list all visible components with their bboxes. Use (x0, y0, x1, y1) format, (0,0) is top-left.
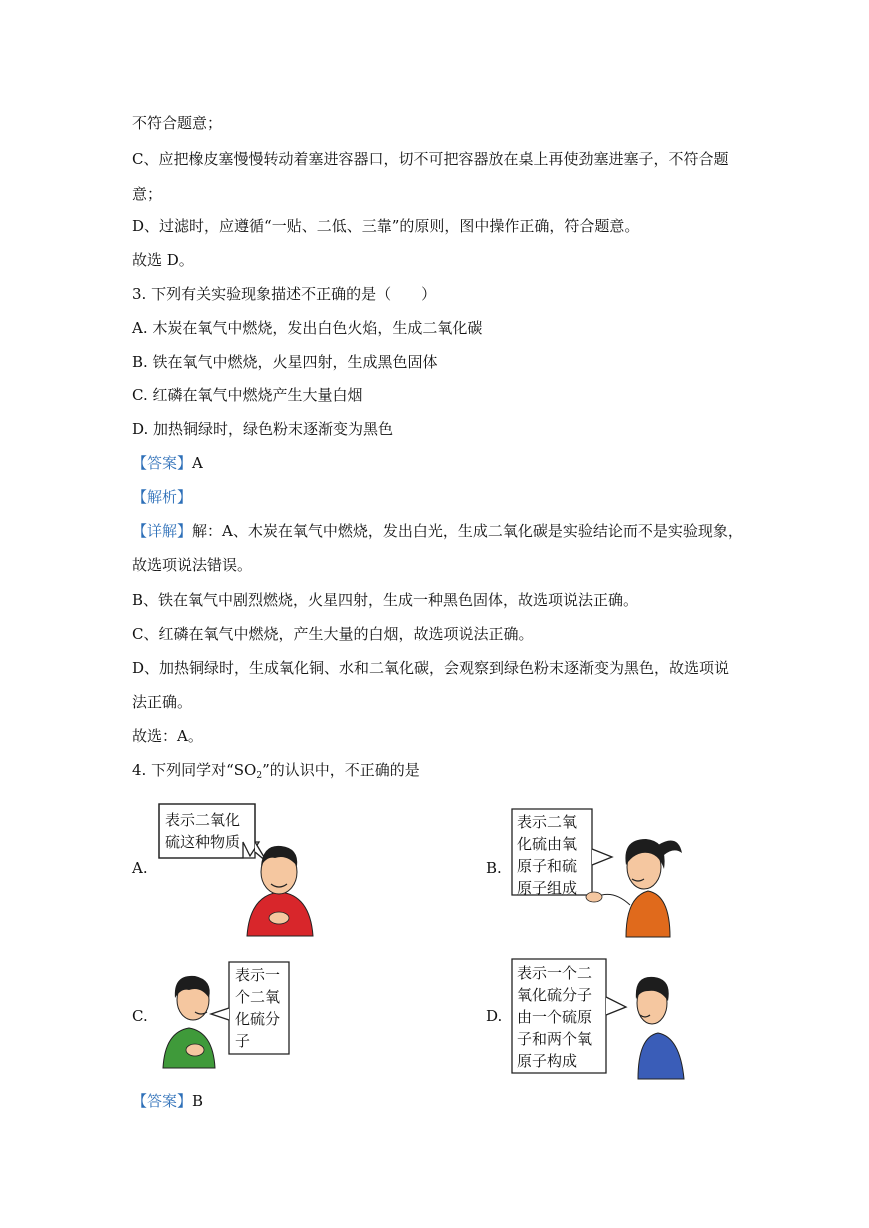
detail-line: 故选：A。 (132, 727, 203, 745)
detail-line: D、加热铜绿时，生成氧化铜、水和二氧化碳，会观察到绿色粉末逐渐变为黑色，故选项说 (132, 659, 730, 677)
detail-text: 解：A、木炭在氧气中燃烧，发出白光，生成二氧化碳是实验结论而不是实验现象， (192, 522, 743, 540)
question-3-option-b: B. 铁在氧气中燃烧，火星四射，生成黑色固体 (132, 353, 438, 371)
question-4-stem (132, 760, 420, 786)
option-c-label: C. (132, 1007, 148, 1025)
analysis-tag: 【解析】 (132, 488, 193, 506)
text-line: 意； (132, 185, 163, 203)
detail-line: C、红磷在氧气中燃烧，产生大量的白烟，故选项说法正确。 (132, 625, 534, 643)
answer-line (132, 1091, 203, 1111)
detail-line: 法正确。 (132, 693, 193, 711)
answer-tag: 【答案】 (132, 1092, 193, 1110)
stem-part: 4. 下列同学对“SO (132, 761, 257, 779)
question-3-option-a: A. 木炭在氧气中燃烧，发出白色火焰，生成二氧化碳 (132, 319, 483, 337)
detail-tag: 【详解】 (132, 522, 193, 540)
detail-line: B、铁在氧气中剧烈燃烧，火星四射，生成一种黑色固体，故选项说法正确。 (132, 591, 639, 609)
answer-value: A (192, 454, 203, 472)
option-b-bubble-text: 表示二氧 化硫由氧 原子和硫 原子组成 (517, 813, 578, 897)
option-a-label: A. (132, 859, 148, 877)
stem-part: ”的认识中，不正确的是 (262, 761, 420, 779)
option-d-label: D. (486, 1007, 503, 1025)
option-d-bubble-text: 表示一个二 氧化硫分子 由一个硫原 子和两个氧 原子构成 (517, 964, 593, 1070)
option-c-bubble-text: 表示一 个二氧 化硫分 子 (235, 966, 281, 1050)
text-line: 故选 D。 (132, 251, 194, 269)
answer-line (132, 453, 203, 473)
detail-line (132, 521, 743, 541)
option-a-bubble-text: 表示二氧化 硫这种物质 (165, 811, 241, 851)
text-line: C、应把橡皮塞慢慢转动着塞进容器口，切不可把容器放在桌上再使劲塞进塞子，不符合题 (132, 150, 729, 168)
answer-tag: 【答案】 (132, 454, 193, 472)
question-3-stem: 3. 下列有关实验现象描述不正确的是（ ） (132, 285, 437, 303)
option-c-illustration (155, 958, 305, 1073)
text-line: 不符合题意； (132, 114, 223, 132)
detail-line: 故选项说法错误。 (132, 556, 253, 574)
question-3-option-c: C. 红磷在氧气中燃烧产生大量白烟 (132, 386, 363, 404)
question-3-option-d: D. 加热铜绿时，绿色粉末逐渐变为黑色 (132, 420, 394, 438)
answer-value: B (192, 1092, 204, 1110)
option-b-label: B. (486, 859, 502, 877)
subscript: 2 (256, 771, 263, 781)
text-line: D、过滤时，应遵循“一贴、二低、三靠”的原则，图中操作正确，符合题意。 (132, 217, 640, 235)
